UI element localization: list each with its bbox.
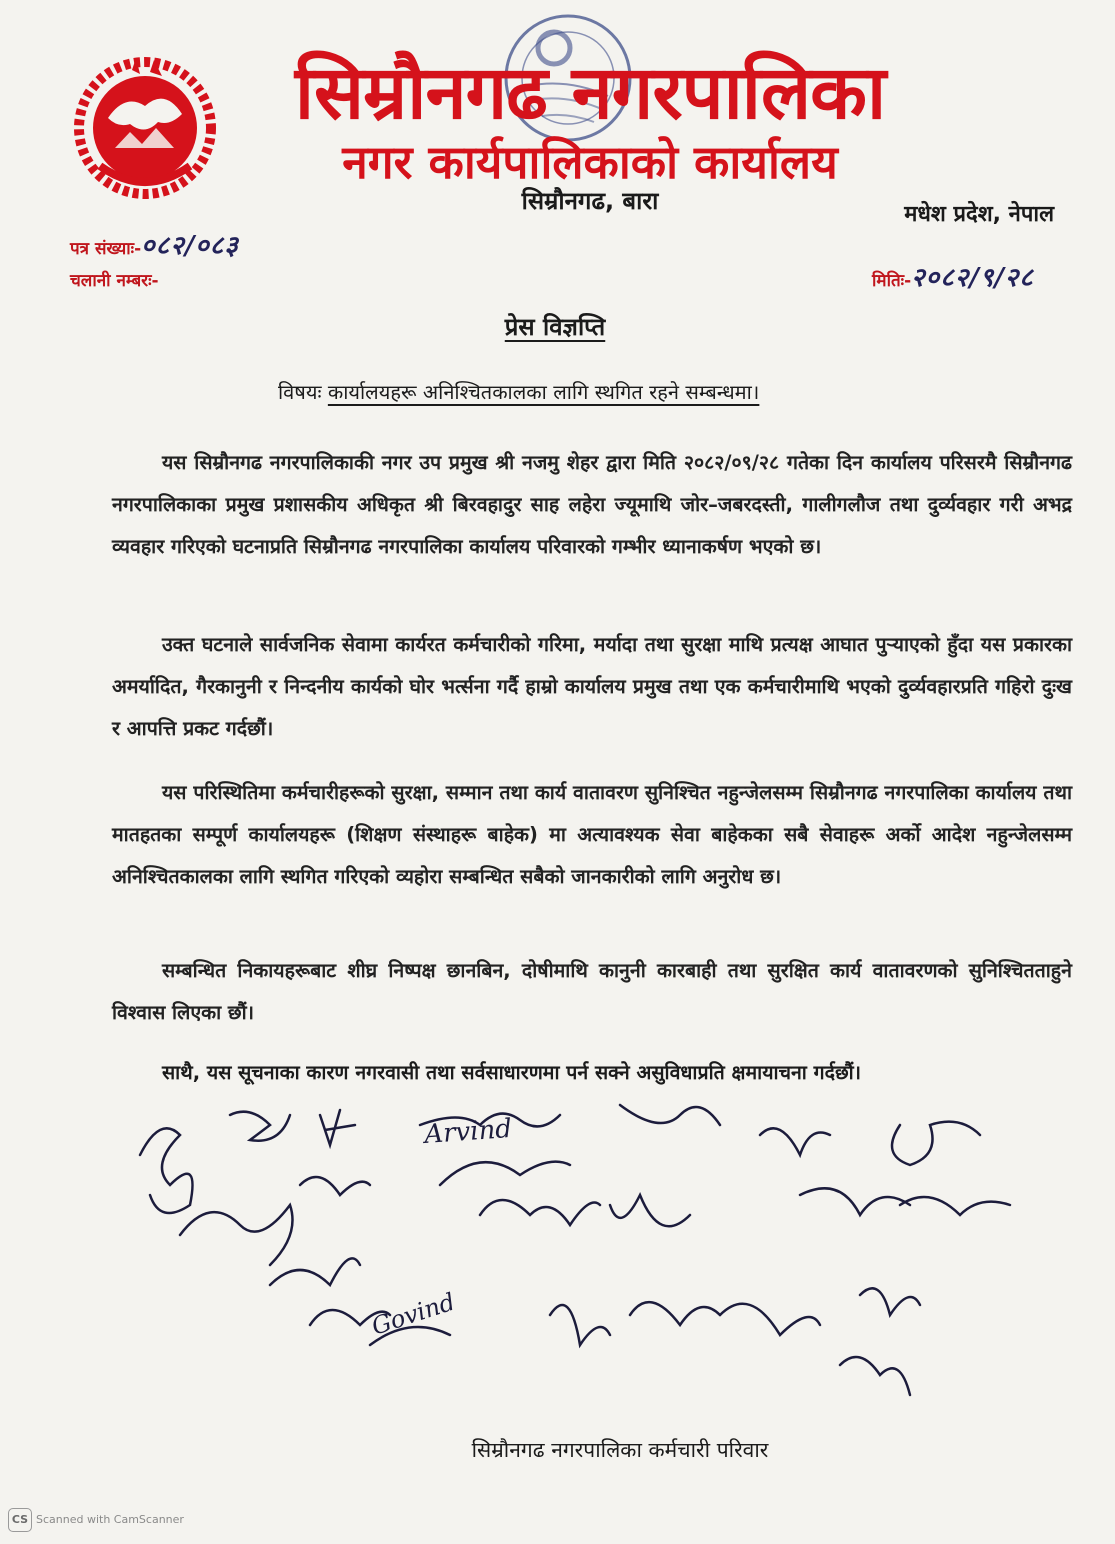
letter-number-label: पत्र संख्याः- [70, 239, 142, 259]
scanner-text: Scanned with CamScanner [36, 1513, 184, 1526]
paragraph-4: सम्बन्धित निकायहरूबाट शीघ्र निष्पक्ष छानबिन, दोषीमाथि कानुनी कारबाही तथा सुरक्षित कार्य वातावरणको सुनिश्चितताहुने विश्वास लिएका छौं। [112, 959, 1072, 1024]
subject-text: कार्यालयहरू अनिश्चितकालका लागि स्थगित रहने सम्बन्धमा। [327, 380, 760, 404]
closing-statement: साथै, यस सूचनाका कारण नगरवासी तथा सर्वसाधारणमा पर्न सक्ने असुविधाप्रति क्षमायाचना गर्दछौं। [162, 1061, 862, 1084]
subject-label: विषयः [278, 380, 322, 404]
paragraph-1: यस सिम्रौनगढ नगरपालिकाकी नगर उप प्रमुख श्री नजमु शेहर द्वारा मिति २०८२/०९/२८ गतेका दिन कार्यालय परिसरमै सिम्रौनगढ नगरपालिकाका प्रमुख प्रशासकीय अधिकृत श्री बिरवहादुर साह लहेरा ज्यूमाथि जोर–जबरदस्ती, गालीगलौज तथा दुर्व्यवहार गरी अभद्र व्यवहार गरिएको घटनाप्रति सिम्रौनगढ नगरपालिका कार्यालय परिवारको गम्भीर ध्यानाकर्षण भएको छ। [112, 451, 1072, 558]
signature-mark [440, 1162, 570, 1185]
signature-name-arvind: Arvind [423, 1113, 513, 1150]
signature-mark [860, 1288, 920, 1315]
letter-number-value: ०८२/०८३ [141, 231, 239, 261]
signature-mark [720, 1304, 820, 1335]
office-province: मधेश प्रदेश, नेपाल [904, 202, 1054, 227]
signature-mark [180, 1205, 293, 1265]
signature-mark [800, 1188, 910, 1215]
camscanner-logo-icon: CS [8, 1508, 32, 1532]
signature-mark [230, 1112, 290, 1141]
signature-mark [892, 1122, 980, 1165]
nepal-emblem-icon [70, 48, 220, 203]
paragraph-3: यस परिस्थितिमा कर्मचारीहरूको सुरक्षा, सम्मान तथा कार्य वातावरण सुनिश्चित नहुन्जेलसम्म सिम्रौनगढ नगरपालिका कार्यालय तथा मातहतका सम्पूर्ण कार्यालयहरू (शिक्षण संस्थाहरू बाहेक) मा अत्यावश्यक सेवा बाहेकका सबै सेवाहरू अर्को आदेश नहुन्जेलसम्म अनिश्चितकालका लागि स्थगित गरिएको व्यहोरा सम्बन्धित सबैको जानकारीको लागि अनुरोध छ। [112, 781, 1072, 888]
paragraph-2: उक्त घटनाले सार्वजनिक सेवामा कार्यरत कर्मचारीको गरिमा, मर्यादा तथा सुरक्षा माथि प्रत्यक्ष आघात पुऱ्याएको हुँदा यस प्रकारका अमर्यादित, गैरकानुनी र निन्दनीय कार्यको घोर भर्त्सना गर्दै हाम्रो कार्यालय प्रमुख तथा एक कर्मचारीमाथि भएको दुर्व्यवहारप्रति गहिरो दुःख र आपत्ति प्रकट गर्दछौं। [112, 633, 1072, 740]
press-release-title: प्रेस विज्ञप्ति [504, 313, 606, 341]
scanner-watermark [8, 1508, 184, 1532]
date-row [872, 258, 1034, 294]
signature-mark [610, 1195, 690, 1226]
signature-mark [480, 1200, 600, 1225]
signature-mark [620, 1105, 720, 1125]
signature-name-govind: Govind [368, 1287, 459, 1341]
signature-mark [760, 1128, 830, 1155]
signature-mark [630, 1302, 720, 1325]
municipality-name: सिम्रौनगढ नगरपालिका [294, 50, 886, 136]
dispatch-number-label: चलानी नम्बरः- [70, 271, 159, 291]
signature-mark [320, 1110, 355, 1145]
date-value: २०८२/९/२८ [911, 263, 1034, 293]
signatures-block [120, 1095, 1040, 1425]
subject-line [278, 378, 759, 405]
office-name: नगर कार्यपालिकाको कार्यालय [342, 135, 838, 189]
signature-mark [840, 1357, 910, 1395]
signature-mark [300, 1177, 370, 1195]
signature-mark [270, 1258, 360, 1285]
signature-mark [140, 1128, 193, 1213]
letter-number-row [70, 226, 239, 262]
signature-mark [900, 1197, 1010, 1215]
office-place: सिम्रौनगढ, बारा [521, 187, 659, 215]
footer-signature: सिम्रौनगढ नगरपालिका कर्मचारी परिवार [471, 1438, 769, 1462]
signature-mark [550, 1305, 610, 1345]
date-label: मितिः- [872, 271, 912, 291]
